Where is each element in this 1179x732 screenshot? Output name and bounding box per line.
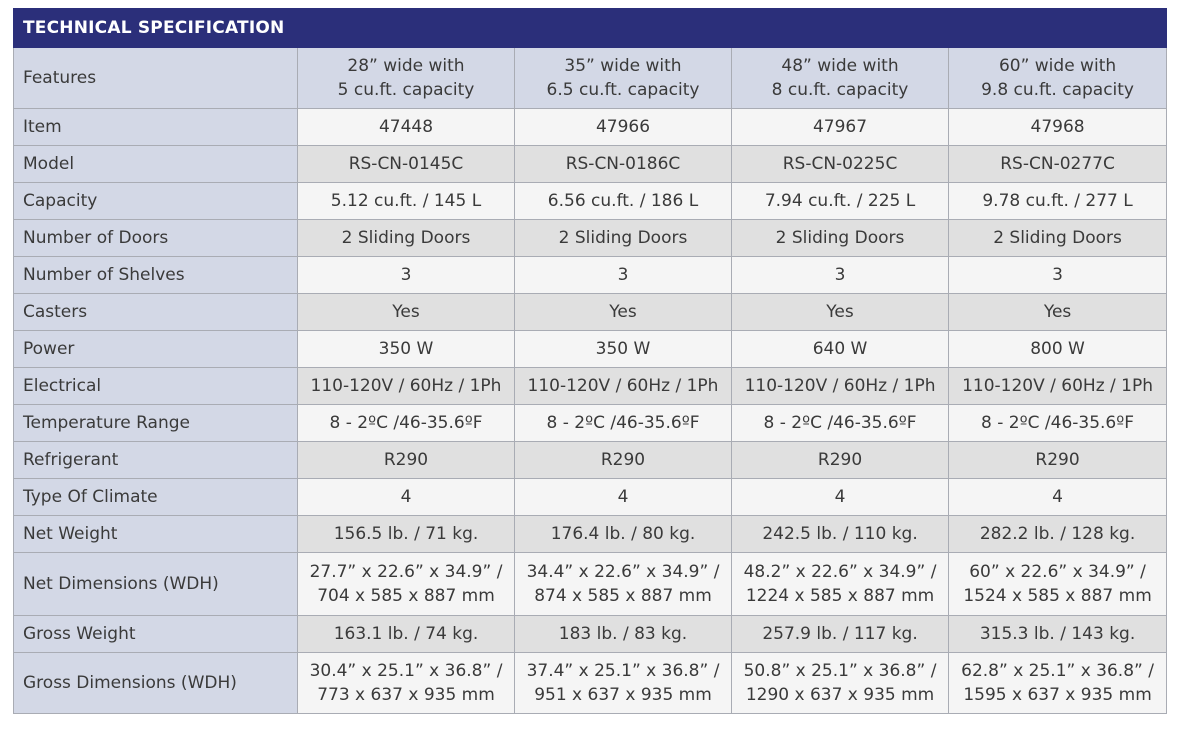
spec-row [14,516,1167,553]
spec-row [14,405,1167,442]
spec-label: Capacity [14,183,298,220]
spec-value-line: 50.8” x 25.1” x 36.8” / [743,661,937,681]
spec-value-line: 1224 x 585 x 887 mm [745,586,935,606]
spec-value: 2 Sliding Doors [515,220,732,257]
spec-value: 4 [298,479,515,516]
spec-value [949,653,1167,714]
spec-value-line: 1595 x 637 x 935 mm [963,685,1152,705]
spec-value [515,553,732,616]
spec-label: Type Of Climate [14,479,298,516]
spec-row [14,109,1167,146]
spec-value: 4 [732,479,949,516]
spec-value: R290 [298,442,515,479]
spec-row [14,553,1167,616]
spec-label: Gross Dimensions (WDH) [14,653,298,714]
spec-label: Item [14,109,298,146]
spec-value: Yes [949,294,1167,331]
spec-label: Power [14,331,298,368]
spec-value-line: 30.4” x 25.1” x 36.8” / [309,661,503,681]
spec-value-line: 48.2” x 22.6” x 34.9” / [743,562,937,582]
spec-value: 350 W [298,331,515,368]
spec-value: 5.12 cu.ft. / 145 L [298,183,515,220]
spec-value: 3 [949,257,1167,294]
spec-value [298,553,515,616]
spec-label: Net Weight [14,516,298,553]
spec-value: 110-120V / 60Hz / 1Ph [949,368,1167,405]
spec-label: Number of Shelves [14,257,298,294]
spec-value: RS-CN-0277C [949,146,1167,183]
spec-value: Yes [732,294,949,331]
spec-row [14,331,1167,368]
spec-row [14,257,1167,294]
spec-label: Gross Weight [14,616,298,653]
spec-value [949,553,1167,616]
title-spacer [949,9,1167,48]
spec-label: Net Dimensions (WDH) [14,553,298,616]
features-row [14,48,1167,109]
spec-value: 242.5 lb. / 110 kg. [732,516,949,553]
title-row [14,9,1167,48]
feature-line2: 5 cu.ft. capacity [337,80,475,100]
spec-value: 350 W [515,331,732,368]
spec-row [14,220,1167,257]
technical-specification-table [13,8,1167,714]
spec-label: Number of Doors [14,220,298,257]
spec-label: Model [14,146,298,183]
feature-line2: 8 cu.ft. capacity [771,80,909,100]
spec-value: 3 [732,257,949,294]
spec-value [515,653,732,714]
spec-value-line: 951 x 637 x 935 mm [534,685,712,705]
feature-line2: 6.5 cu.ft. capacity [546,80,700,100]
spec-row [14,368,1167,405]
spec-value-line: 37.4” x 25.1” x 36.8” / [526,661,720,681]
spec-value [732,653,949,714]
spec-value: 47968 [949,109,1167,146]
spec-row [14,294,1167,331]
spec-value: 183 lb. / 83 kg. [515,616,732,653]
spec-label: Refrigerant [14,442,298,479]
spec-value-line: 27.7” x 22.6” x 34.9” / [309,562,503,582]
spec-value: 315.3 lb. / 143 kg. [949,616,1167,653]
feature-header-60 [949,48,1167,109]
feature-line1: 60” wide with [998,56,1117,76]
spec-value: 2 Sliding Doors [732,220,949,257]
spec-value: RS-CN-0186C [515,146,732,183]
spec-row [14,146,1167,183]
spec-value-line: 773 x 637 x 935 mm [317,685,495,705]
spec-value: Yes [298,294,515,331]
spec-value-line: 60” x 22.6” x 34.9” / [969,562,1146,582]
spec-body [14,48,1167,714]
spec-value-line: 62.8” x 25.1” x 36.8” / [961,661,1154,681]
spec-value: 110-120V / 60Hz / 1Ph [515,368,732,405]
spec-value: R290 [515,442,732,479]
spec-value [732,553,949,616]
spec-label: Electrical [14,368,298,405]
spec-value: 163.1 lb. / 74 kg. [298,616,515,653]
spec-value: 2 Sliding Doors [949,220,1167,257]
spec-value-line: 34.4” x 22.6” x 34.9” / [526,562,720,582]
spec-value: 282.2 lb. / 128 kg. [949,516,1167,553]
spec-value-line: 1524 x 585 x 887 mm [963,586,1152,606]
spec-value: 9.78 cu.ft. / 277 L [949,183,1167,220]
spec-value: 6.56 cu.ft. / 186 L [515,183,732,220]
spec-value [298,653,515,714]
feature-header-48 [732,48,949,109]
feature-line2: 9.8 cu.ft. capacity [981,80,1134,100]
spec-value: 8 - 2ºC /46-35.6ºF [732,405,949,442]
spec-row [14,183,1167,220]
spec-value: 640 W [732,331,949,368]
spec-value: 8 - 2ºC /46-35.6ºF [949,405,1167,442]
spec-row [14,479,1167,516]
spec-value: RS-CN-0145C [298,146,515,183]
spec-value: 110-120V / 60Hz / 1Ph [732,368,949,405]
spec-value: 47966 [515,109,732,146]
feature-header-35 [515,48,732,109]
spec-row [14,616,1167,653]
spec-value: 7.94 cu.ft. / 225 L [732,183,949,220]
spec-row [14,653,1167,714]
spec-value-line: 874 x 585 x 887 mm [534,586,712,606]
spec-value: 156.5 lb. / 71 kg. [298,516,515,553]
spec-label: Casters [14,294,298,331]
spec-value: 4 [515,479,732,516]
spec-value: 176.4 lb. / 80 kg. [515,516,732,553]
spec-value: 110-120V / 60Hz / 1Ph [298,368,515,405]
spec-value: 2 Sliding Doors [298,220,515,257]
feature-line1: 35” wide with [564,56,682,76]
feature-line1: 28” wide with [347,56,465,76]
spec-value: 800 W [949,331,1167,368]
spec-value: R290 [732,442,949,479]
spec-value: R290 [949,442,1167,479]
spec-value: 4 [949,479,1167,516]
feature-line1: 48” wide with [781,56,899,76]
spec-value-line: 704 x 585 x 887 mm [317,586,495,606]
spec-value: 8 - 2ºC /46-35.6ºF [515,405,732,442]
spec-value: 257.9 lb. / 117 kg. [732,616,949,653]
table-title: TECHNICAL SPECIFICATION [14,9,949,48]
spec-label: Temperature Range [14,405,298,442]
spec-value: 47967 [732,109,949,146]
feature-header-28 [298,48,515,109]
spec-row [14,442,1167,479]
spec-value: 3 [298,257,515,294]
spec-value: RS-CN-0225C [732,146,949,183]
spec-value: Yes [515,294,732,331]
spec-value: 47448 [298,109,515,146]
spec-value: 3 [515,257,732,294]
spec-value: 8 - 2ºC /46-35.6ºF [298,405,515,442]
spec-value-line: 1290 x 637 x 935 mm [745,685,935,705]
features-label: Features [14,48,298,109]
